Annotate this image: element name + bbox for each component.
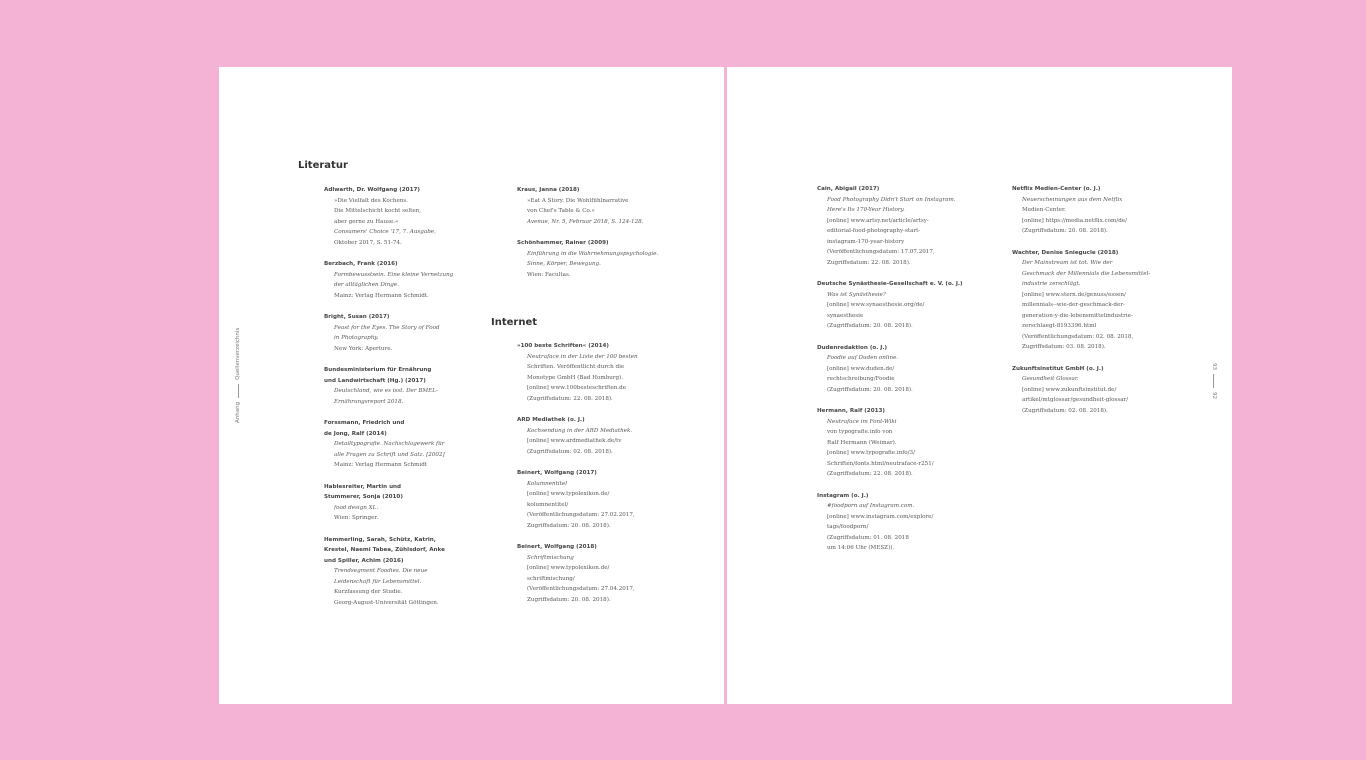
reference-entry [324,535,514,609]
reference-line: [online] www.stern.de/genuss/essen/ [1022,291,1126,298]
reference-author: Wachter, Denise Sniegucle (2018) [1012,249,1119,256]
reference-body [517,196,707,228]
side-label-subsection: Quellenverzeichnis [235,327,241,380]
reference-line: industrie zerschlägt. [1022,281,1081,287]
reference-line: von typografie.info von [827,429,893,435]
reference-line: (Veröffentlichungsdatum: 27.04.2017, [527,586,635,592]
reference-line: Monotype GmbH (Bad Homburg). [527,374,624,381]
reference-line: Georg-August-Universität Göttingen. [334,599,439,606]
reference-entry [1012,184,1202,237]
right-page [727,67,1232,704]
reference-entry [1012,248,1202,353]
side-label [235,328,241,423]
reference-line: Feast for the Eyes. The Story of Food [334,324,440,331]
reference-line: rechtschreibung/Foodie [827,376,895,382]
reference-line: [online] www.synaesthesie.org/de/ [827,302,925,308]
reference-body [517,479,707,532]
reference-line: [online] www.typolexikon.de/ [527,491,610,497]
internet-col-2 [817,184,1007,565]
reference-line: zerschlaegt-8193396.html [1022,323,1097,329]
reference-author: Beinert, Wolfgang (2018) [517,544,597,550]
reference-line: Der Mainstream ist tot. Wie der [1022,260,1113,266]
reference-author: Hemmerling, Sarah, Schütz, Katrin, [324,536,436,543]
reference-entry [324,365,514,407]
reference-line: Zugriffsdatum: 20. 08. 2018). [527,596,611,603]
reference-body [324,270,514,302]
reference-line: (Zugriffsdatum: 20. 08. 2018). [1022,228,1108,234]
reference-entry [817,184,1007,268]
reference-body [1012,258,1202,353]
reference-line: synaesthesie [827,312,864,319]
reference-line: um 14:06 Uhr (MESZ)). [827,545,895,551]
page-number-dash [1214,374,1215,388]
reference-entry [817,279,1007,332]
reference-line: Sinne, Körper, Bewegung. [527,261,601,267]
reference-line: Was ist Synästhesie? [827,291,886,298]
reference-entry [817,491,1007,554]
reference-line: Kochsendung in der ARD Mediathek. [527,427,633,434]
reference-line: Wien: Facultas. [527,271,571,278]
internet-col-3 [1012,184,1202,427]
reference-author: Kraus, Janna (2018) [517,187,580,193]
reference-author: de Jong, Ralf (2014) [324,430,387,437]
reference-line: Neutraface in der Liste der 100 besten [527,353,638,360]
reference-line: (Zugriffsdatum: 01. 08. 2018 [827,534,909,541]
reference-line: Schriften. Veröffentlicht durch die [527,364,625,370]
reference-line: Mainz: Verlag Hermann Schmidt. [334,292,429,299]
literatur-col-2 [517,185,707,291]
reference-author: Hermann, Ralf (2013) [817,408,885,414]
reference-entry [324,312,514,354]
reference-line: Foodie auf Duden online. [827,355,899,361]
reference-line: kolumnentitel/ [527,501,569,508]
reference-line: (Zugriffsdatum: 22. 08. 2018). [527,395,613,402]
reference-line: Die Mittelschicht kocht selten, [334,208,422,214]
page-number-92: 92 [1211,392,1217,399]
reference-author: Schönhammer, Rainer (2009) [517,240,609,246]
reference-body [517,352,707,405]
side-label-section: Anhang [235,401,241,423]
page-number-93: 93 [1211,363,1217,370]
reference-author: Netflix Medien-Center (o. J.) [1012,186,1101,192]
reference-author: und Spiller, Achim (2016) [324,557,404,564]
side-label-dash [238,384,239,398]
reference-line: von Chef's Table & Co.« [527,208,595,214]
reference-line: [online] www.typolexikon.de/ [527,565,610,571]
reference-body [817,195,1007,269]
reference-body [817,417,1007,480]
reference-line: Trendsegment Foodies. Die neue [334,568,428,574]
reference-body [817,501,1007,554]
reference-entry [517,542,707,605]
reference-line: Kolumnentitel [527,480,567,487]
reference-line: instagram-170-year-history [827,238,905,245]
reference-line: New York: Aperture. [334,345,393,352]
reference-line: Medien-Center. [1022,207,1066,213]
reference-author: Dudenredaktion (o. J.) [817,344,888,351]
reference-line: Neutraface im Font-Wiki [827,418,897,425]
reference-author: Beinert, Wolfgang (2017) [517,470,597,476]
internet-col [517,341,707,616]
reference-line: Consumers' Choice '17, 7. Ausgabe, [334,229,436,235]
reference-line: [online] www.ardmediathek.de/tv [527,438,622,444]
reference-author: Cain, Abigail (2017) [817,186,880,192]
reference-author: Krestel, Naemi Tabea, Zühlsdorf, Anke [324,547,445,553]
reference-entry [324,259,514,301]
reference-line: food design XL. [334,504,379,511]
reference-line: [online] www.duden.de/ [827,365,895,372]
reference-body [324,386,514,407]
reference-entry [517,341,707,404]
reference-line: Avenue, Nr. 5, Februar 2018, S. 124-128. [527,218,644,225]
reference-body [817,290,1007,332]
reference-line: [online] www.100besteschriften.de [527,385,627,391]
reference-author: und Landwirtschaft (Hg.) (2017) [324,377,426,384]
reference-line: [online] www.typografie.info/3/ [827,450,916,456]
reference-line: Ralf Hermann (Weimar). [827,439,897,446]
reference-entry [517,238,707,280]
reference-line: alle Fragen zu Schrift und Satz. [2002] [334,451,445,458]
reference-line: Kurzfassung der Studie. [334,589,403,595]
reference-body [324,323,514,355]
reference-line: Neuerscheinungen aus dem Netflix [1022,196,1123,203]
reference-author: Zukunftsinstitut GmbH (o. J.) [1012,365,1104,372]
reference-line: [online] www.instagram.com/explore/ [827,513,934,520]
reference-line: Schriften/fonts.html/neutraface-r251/ [827,460,934,467]
reference-author: Deutsche Synästhesie-Gesellschaft e. V. (o. J.) [817,281,963,287]
reference-line: Ernährungsreport 2018. [334,398,404,405]
reference-body [324,196,514,249]
reference-author: Forssmann, Friedrich und [324,420,405,426]
reference-line: Mainz: Verlag Hermann Schmidt [334,462,428,468]
reference-line: [online] www.zukunftsinstitut.de/ [1022,386,1117,393]
reference-entry [817,406,1007,480]
reference-line: editorial-food-photography-start- [827,228,921,234]
reference-author: »100 beste Schriften« (2014) [517,343,609,349]
reference-line: artikel/mtglossar/gesundheit-glossar/ [1022,397,1129,403]
reference-entry [517,415,707,457]
reference-line: (Zugriffsdatum: 02. 08. 2018). [527,448,613,455]
reference-line: »Die Vielfalt des Kochens. [334,197,409,204]
reference-entry [324,482,514,524]
reference-line: generation-y-die-lebensmittelindustrie- [1022,312,1133,319]
reference-body [324,503,514,524]
page-numbers [1211,363,1217,399]
reference-line: »Eat A Story. Die Wohlfühlnarrative [527,197,629,204]
reference-line: schriftmischung/ [527,575,575,582]
reference-author: Berzbach, Frank (2016) [324,261,398,267]
reference-line: [online] www.artsy.net/article/artsy- [827,217,929,224]
reference-line: aber gerne zu Hause.« [334,218,399,225]
literatur-col-1 [324,185,514,619]
reference-body [517,426,707,458]
reference-line: Leidenschaft für Lebensmittel. [334,578,422,585]
reference-body [817,353,1007,395]
reference-line: Zugriffsdatum: 03. 08. 2018). [1022,344,1106,350]
reference-line: Einführung in die Wahrnehmungspsychologie. [527,250,659,257]
reference-author: Adlwarth, Dr. Wolfgang (2017) [324,187,420,193]
reference-line: Gesundheit Glossar. [1022,376,1079,382]
reference-line: Zugriffsdatum: 22. 08. 2018). [827,259,911,266]
reference-line: in Photography. [334,335,379,341]
reference-line: (Zugriffsdatum: 20. 08. 2018). [827,386,913,393]
reference-line: Zugriffsdatum: 20. 08. 2018). [527,522,611,529]
reference-author: ARD Mediathek (o. J.) [517,417,585,423]
reference-line: Oktober 2017, S. 51-74. [334,239,402,246]
reference-entry [517,468,707,531]
reference-body [324,439,514,471]
reference-line: tags/foodporn/ [827,524,869,530]
reference-line: (Veröffentlichungsdatum: 27.02.2017, [527,512,635,518]
reference-line: (Veröffentlichungsdatum: 02. 08. 2018, [1022,333,1134,340]
reference-line: Wien: Springer. [334,515,379,521]
reference-line: [online] https://media.netflix.com/de/ [1022,217,1127,224]
reference-author: Bundesministerium für Ernährung [324,367,432,373]
reference-line: der alltäglichen Dinge. [334,282,399,288]
heading-literatur: Literatur [298,160,348,171]
reference-body [324,566,514,608]
heading-internet: Internet [491,317,538,328]
reference-line: Formbewusstsein. Eine kleine Vernetzung [334,271,454,278]
reference-line: Schriftmischung [527,554,574,561]
reference-entry [1012,364,1202,417]
reference-body [1012,195,1202,237]
reference-line: (Zugriffsdatum: 22. 08. 2018). [827,471,913,477]
reference-line: millennials--wie-der-geschmack-der- [1022,302,1125,308]
reference-line: (Veröffentlichungsdatum: 17.07.2017, [827,249,935,255]
reference-author: Hablesreiter, Martin und [324,483,402,490]
reference-line: (Zugriffsdatum: 02. 08. 2018). [1022,407,1108,414]
reference-body [517,249,707,281]
reference-entry [817,343,1007,396]
reference-line: Here's Its 170-Year History. [827,207,905,213]
reference-author: Bright, Susan (2017) [324,314,390,320]
reference-line: Geschmack der Millennials die Lebensmittel- [1022,270,1151,277]
reference-author: Stummerer, Sonja (2010) [324,494,403,500]
reference-line: (Zugriffsdatum: 20. 08. 2018). [827,323,913,329]
reference-line: Deutschland, wie es isst. Der BMEL- [334,388,438,394]
reference-body [517,553,707,606]
reference-entry [324,418,514,471]
left-page [219,67,724,704]
reference-entry [517,185,707,227]
reference-body [1012,374,1202,416]
reference-line: Detailtypografie. Nachschlagewerk für [334,441,445,447]
reference-line: #foodporn auf Instagram.com. [827,503,915,509]
reference-entry [324,185,514,248]
reference-line: Food Photography Didn't Start on Instagram. [827,196,956,203]
reference-author: Instagram (o. J.) [817,492,869,499]
